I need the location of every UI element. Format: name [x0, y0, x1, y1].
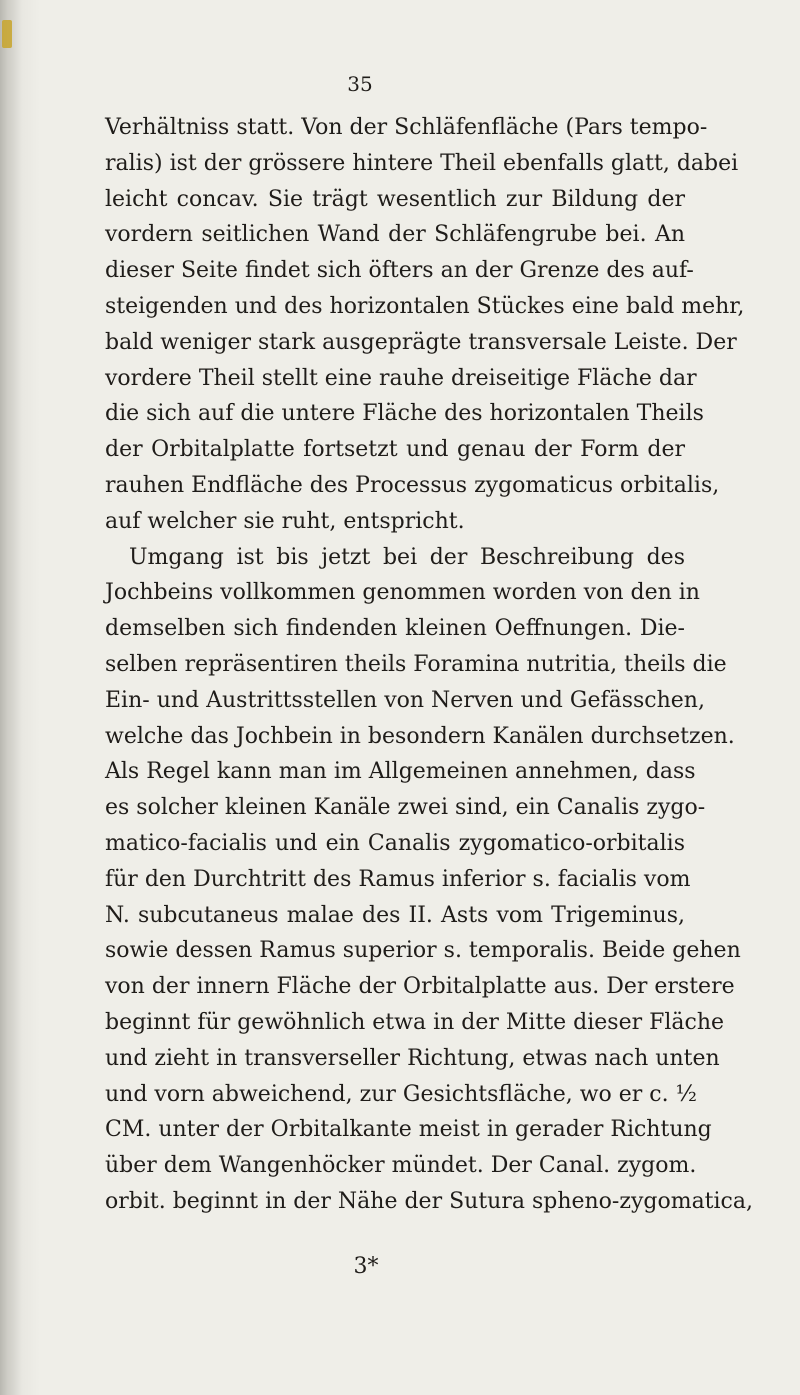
text-line: sowie dessen Ramus superior s. temporalis. Beide gehen [105, 938, 741, 964]
text-line: über dem Wangenhöcker mündet. Der Canal. zygom. [105, 1153, 697, 1179]
text-line: orbit. beginnt in der Nähe der Sutura spheno-zygomatica, [105, 1188, 753, 1214]
text-line: dieser Seite findet sich öfters an der Grenze des auf- [105, 258, 694, 284]
text-line: demselben sich findenden kleinen Oeffnungen. Die- [105, 616, 685, 642]
text-line: selben repräsentiren theils Foramina nutritia, theils die [105, 651, 727, 677]
page-number: 35 [347, 72, 373, 96]
text-line: und vorn abweichend, zur Gesichtsfläche, wo er c. ½ [105, 1081, 697, 1107]
text-line: beginnt für gewöhnlich etwa in der Mitte dieser Fläche [105, 1009, 725, 1035]
text-line: es solcher kleinen Kanäle zwei sind, ein Canalis zygo- [105, 795, 706, 821]
text-line: CM. unter der Orbitalkante meist in gerader Richtung [105, 1117, 712, 1143]
text-line: Ein- und Austrittsstellen von Nerven und Gefässchen, [105, 687, 705, 713]
signature-mark: 3* [353, 1254, 379, 1279]
text-line: bald weniger stark ausgeprägte transversale Leiste. Der [105, 329, 737, 355]
text-line: steigenden und des horizontalen Stückes eine bald mehr, [105, 293, 745, 319]
paragraph [105, 540, 753, 1220]
text-line: von der innern Fläche der Orbitalplatte aus. Der erstere [105, 974, 735, 1000]
text-line: ralis) ist der grössere hintere Theil ebenfalls glatt, dabei [105, 150, 739, 176]
text-line: die sich auf die untere Fläche des horizontalen Theils [105, 401, 704, 427]
text-line: der Orbitalplatte fortsetzt und genau der Form der [105, 437, 685, 463]
binding-mark [2, 20, 12, 48]
text-line: Verhältniss statt. Von der Schläfenfläche (Pars tempo- [105, 115, 708, 140]
page-spine-shadow [0, 0, 22, 1395]
text-line: Als Regel kann man im Allgemeinen annehmen, dass [105, 759, 696, 785]
text-line: vordern seitlichen Wand der Schläfengrube bei. An [105, 222, 685, 248]
text-line: leicht concav. Sie trägt wesentlich zur Bildung der [105, 186, 685, 212]
text-line: N. subcutaneus malae des II. Asts vom Trigeminus, [105, 902, 685, 928]
paragraph [105, 110, 745, 540]
text-line: rauhen Endfläche des Processus zygomaticus orbitalis, [105, 472, 720, 498]
text-line: vordere Theil stellt eine rauhe dreiseitige Fläche dar [105, 365, 697, 391]
text-line: Umgang ist bis jetzt bei der Beschreibung des [129, 544, 685, 570]
text-line: und zieht in transverseller Richtung, etwas nach unten [105, 1045, 720, 1071]
text-line: welche das Jochbein in besondern Kanälen durchsetzen. [105, 723, 735, 749]
body-text [105, 110, 753, 1220]
text-line: auf welcher sie ruht, entspricht. [105, 508, 465, 534]
text-line: Jochbeins vollkommen genommen worden von den in [105, 580, 700, 606]
text-line: matico-facialis und ein Canalis zygomatico-orbitalis [105, 830, 685, 856]
text-line: für den Durchtritt des Ramus inferior s. facialis vom [105, 866, 691, 892]
